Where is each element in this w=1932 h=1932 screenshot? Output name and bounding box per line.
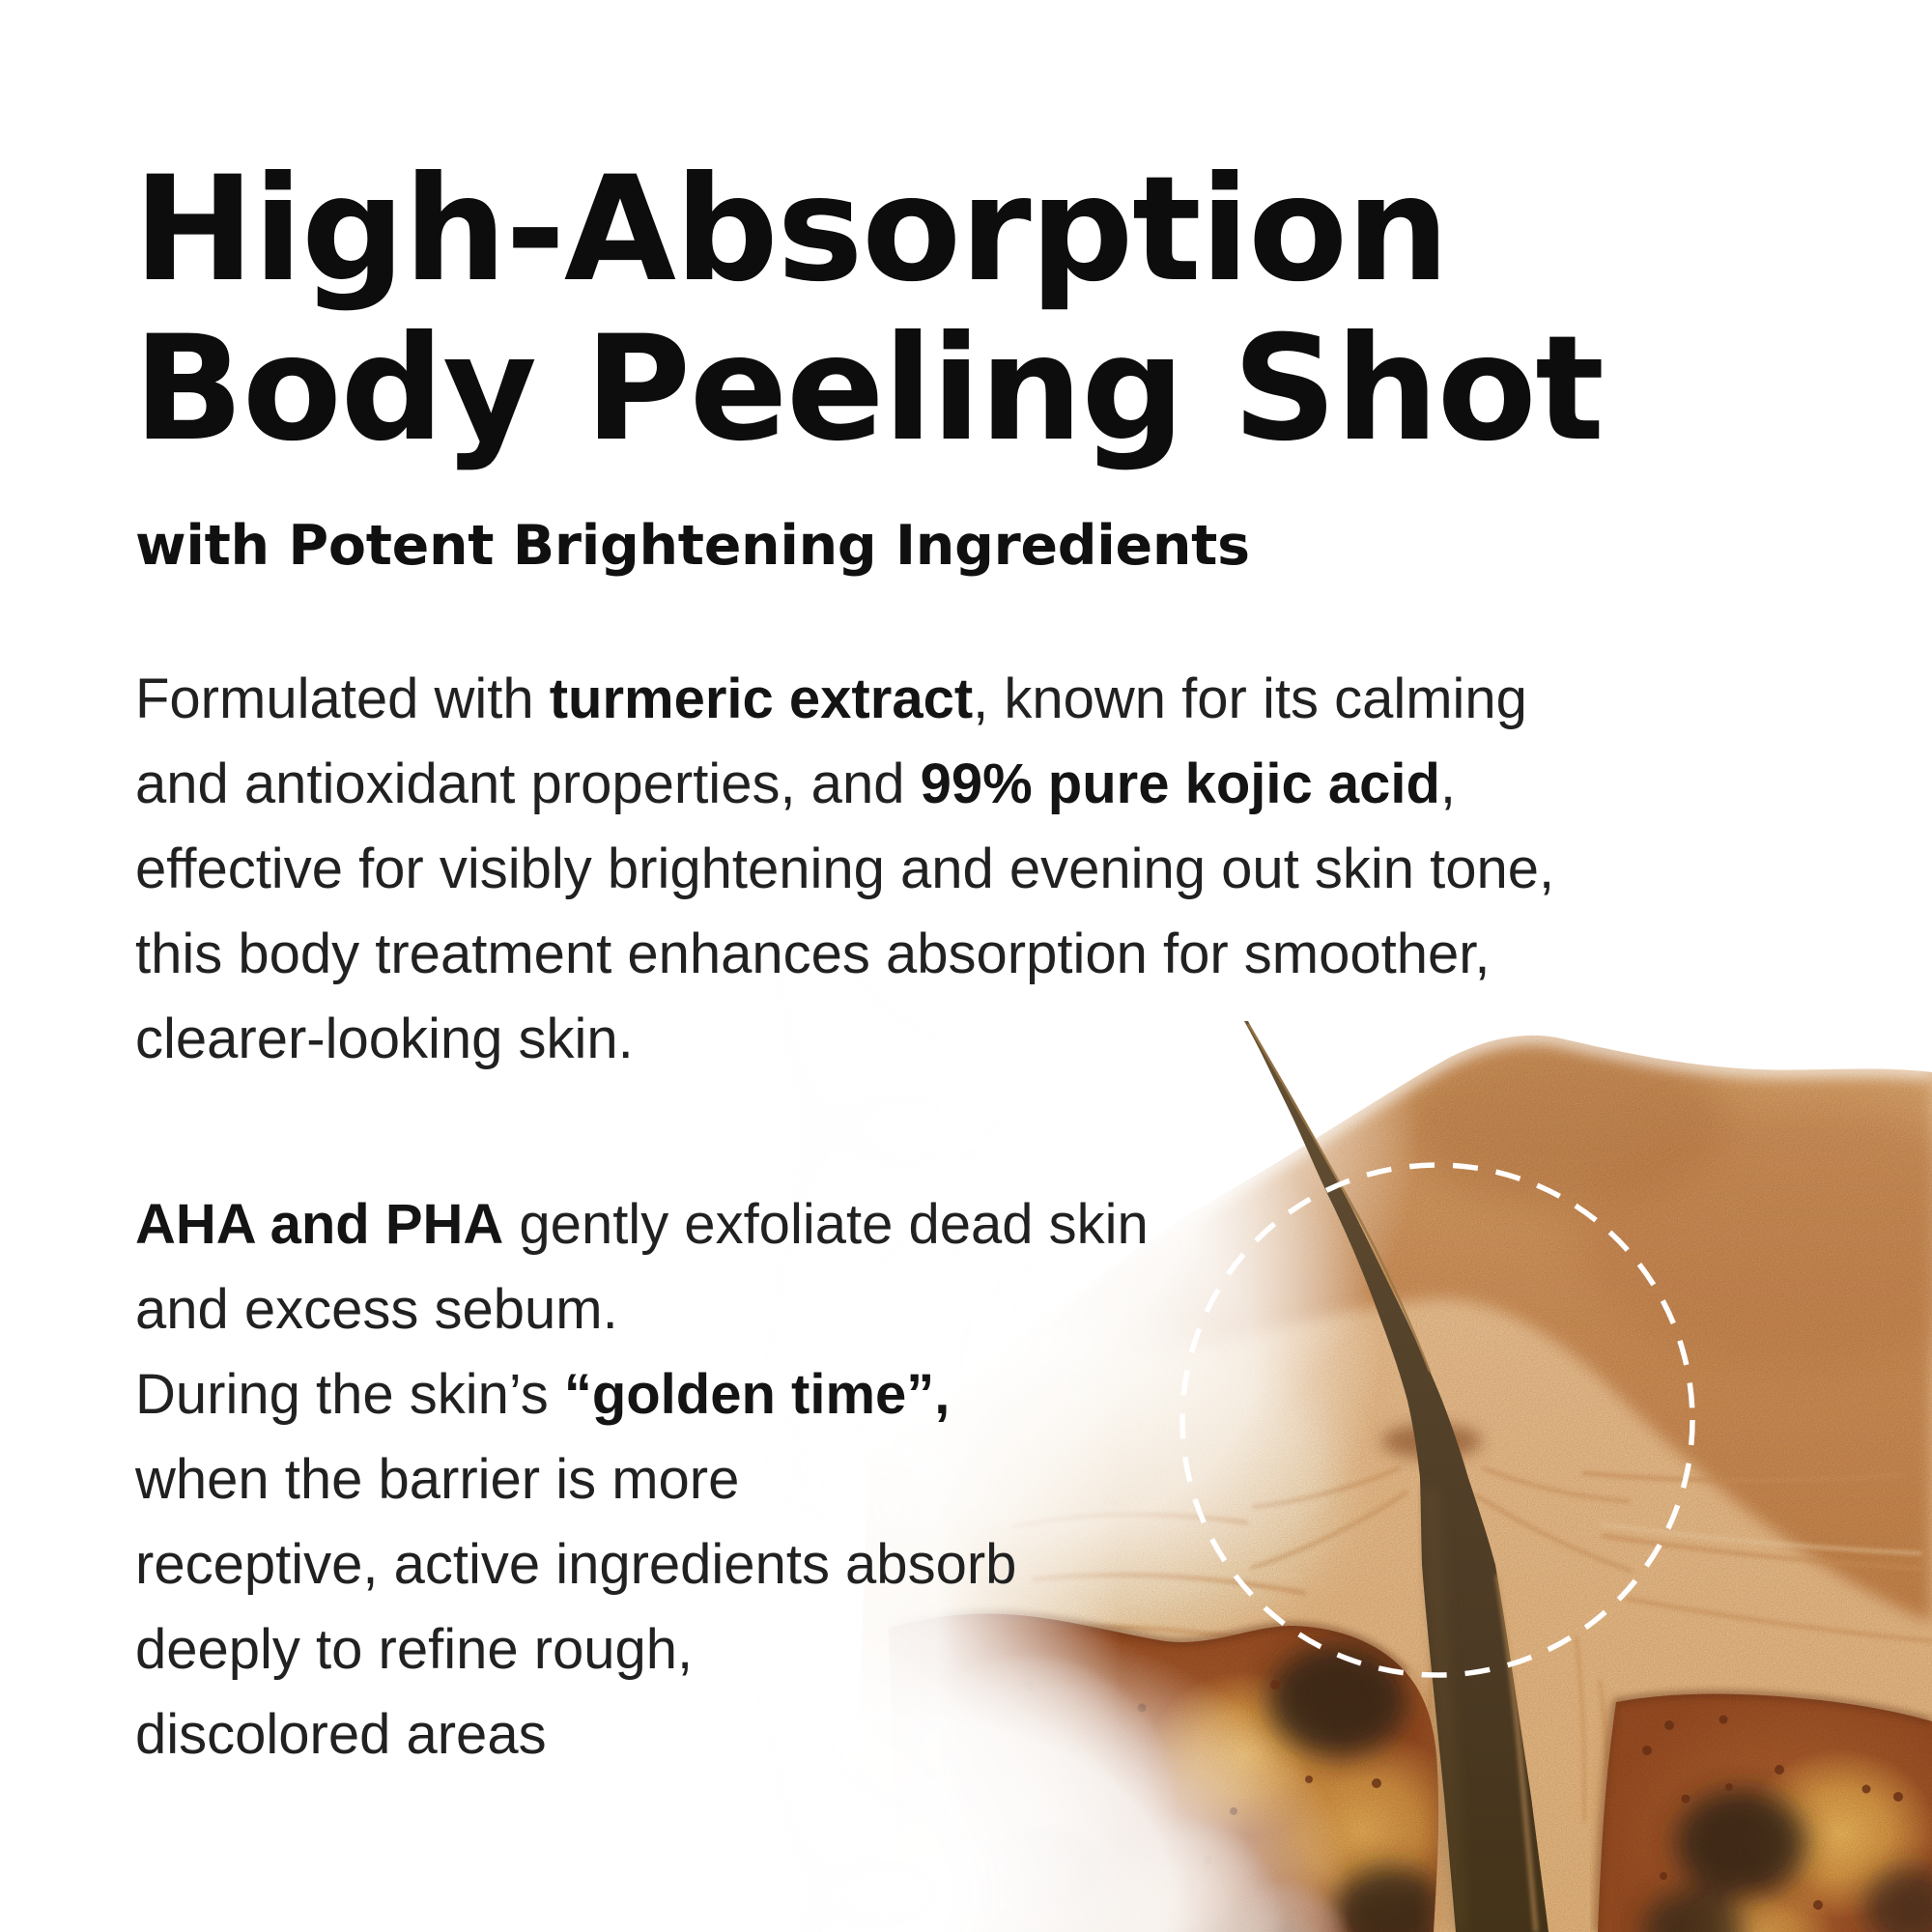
text-segment: this body treatment enhances absorption for smoother, bbox=[135, 923, 1491, 985]
text-segment: During the skin’s bbox=[135, 1363, 564, 1426]
title-line-1: High-Absorption bbox=[133, 146, 1448, 314]
text-segment: and antioxidant properties, and bbox=[135, 753, 921, 815]
text-segment: effective for visibly brightening and evening out skin tone, bbox=[135, 838, 1555, 900]
body-line bbox=[135, 742, 1554, 827]
text-segment: Formulated with bbox=[135, 668, 550, 730]
text-segment-bold: , bbox=[934, 1363, 951, 1426]
text-segment: receptive, active ingredients absorb bbox=[135, 1533, 1017, 1596]
text-segment: , known for its calming bbox=[973, 668, 1527, 730]
text-segment-bold: “golden time” bbox=[563, 1363, 935, 1426]
text-segment: when the barrier is more bbox=[135, 1448, 740, 1511]
text-segment: deeply to refine rough, bbox=[135, 1618, 694, 1681]
title-line-2: Body Peeling Shot bbox=[133, 305, 1604, 473]
body-line bbox=[135, 657, 1554, 742]
text-segment: discolored areas bbox=[135, 1703, 547, 1766]
text-segment-bold: 99% pure kojic acid bbox=[920, 753, 1440, 815]
text-segment: gently exfoliate dead skin bbox=[503, 1193, 1149, 1256]
text-segment: clearer-looking skin. bbox=[135, 1008, 634, 1070]
text-segment-bold: AHA and PHA bbox=[135, 1193, 504, 1256]
text-segment-bold: turmeric extract bbox=[549, 668, 974, 730]
skin-illustration bbox=[753, 947, 1932, 1932]
subtitle: with Potent Brightening Ingredients bbox=[135, 514, 1250, 578]
text-segment: and excess sebum. bbox=[135, 1278, 618, 1341]
body-line bbox=[135, 827, 1554, 912]
text-segment: , bbox=[1439, 753, 1457, 815]
page-title bbox=[133, 146, 1604, 473]
